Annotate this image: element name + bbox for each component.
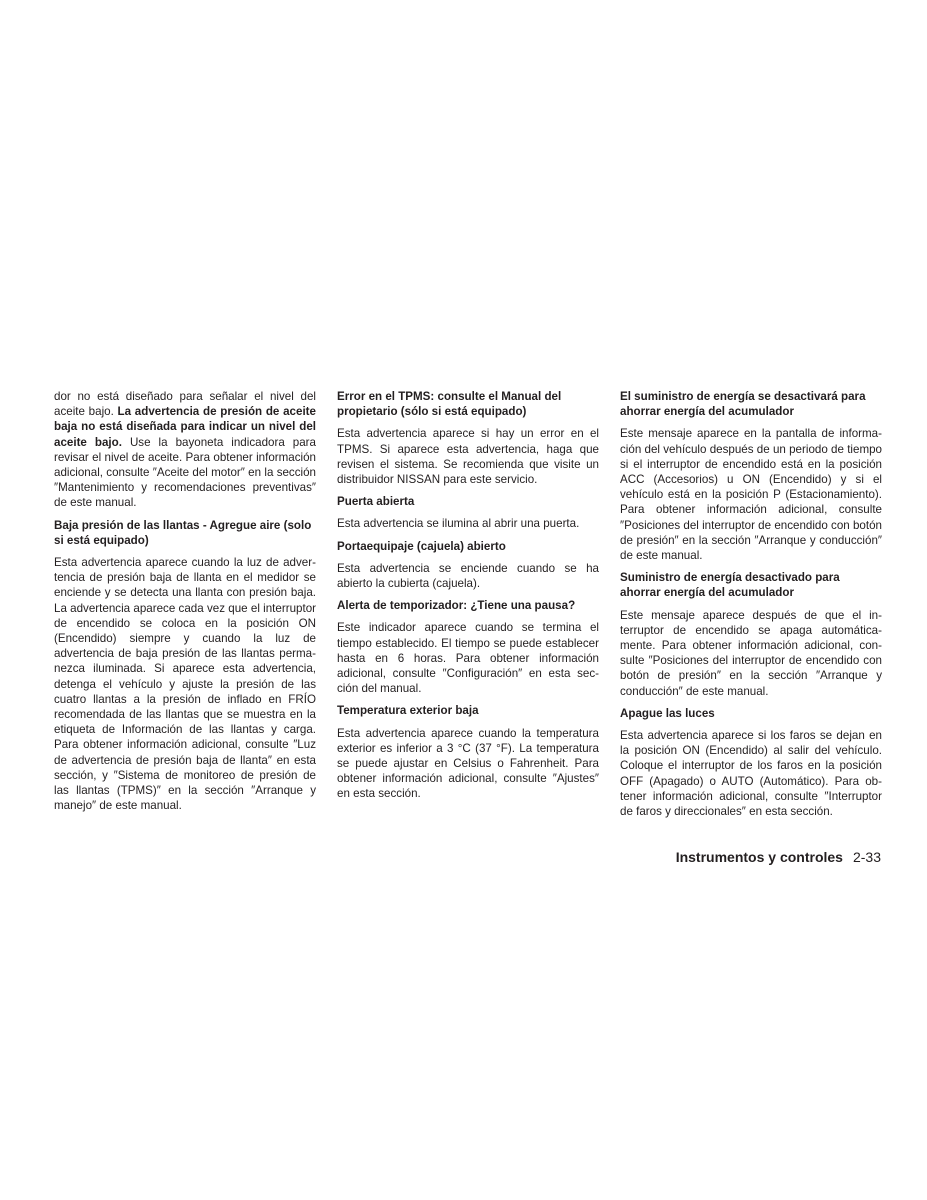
door-open-text: Esta advertencia se ilumina al abrir una puerta. (337, 517, 580, 531)
column-2 (337, 389, 599, 809)
page-number: 2-33 (852, 849, 881, 865)
column-3 (620, 389, 882, 826)
timer-alert-heading: Alerta de temporizador: ¿Tiene una pausa? (337, 599, 576, 613)
turn-off-lights-text: Esta advertencia aparece si los faros se dejan en la posición ON (Encendido) al salir del vehículo. Coloque el interruptor de los faros en la posición OFF (Apagado) o AUTO (Automático). Para obtener información adicional, consulte ″Interruptor de faros y direccionales″ en esta sección. (620, 729, 882, 819)
low-outside-temp-text: Esta advertencia aparece cuando la temperatura exterior es inferior a 3 °C (37 °F). La temperatura se puede ajustar en Celsius o Fahrenheit. Para obtener información adicional, consulte ″Ajustes″ en esta sección. (337, 726, 599, 801)
oil-dipstick-text: Use la bayoneta indicadora para revisar el nivel de aceite. Para obtener información adicional, consulte ″Aceite del motor″ en la sección ″Mantenimiento y recomendaciones preventivas″ de este manual. (54, 435, 316, 510)
oil-intro-text: dor no está diseñado para señalar el nivel del aceite bajo. (54, 390, 316, 419)
power-deactivated-heading: Suministro de energía desactivado para ahorrar energía del acumulador (620, 571, 840, 600)
low-tire-pressure-text: Esta advertencia aparece cuando la luz de advertencia de presión baja de llanta en el medidor se enciende y se detecta una llanta con presión baja. La advertencia aparece cada vez que el interruptor de encendido se coloca en la posición ON (Encendido) siempre y cuando la luz de advertencia de baja presión de las llantas permanezca iluminada. Si aparece esta advertencia, detenga el vehículo y ajuste la presión de las cuatro llantas a la presión de inflado en FRÍO recomendada de las llantas que se muestra en la etiqueta de Información de las llantas y carga. Para obtener información adicional, consulte ″Luz de advertencia de presión baja de llanta″ en esta sección, y ″Sistema de monitoreo de presión de las llantas (TPMS)″ en la sección ″Arranque y manejo″ de este manual. (54, 556, 316, 813)
door-open-heading: Puerta abierta (337, 495, 415, 509)
page-footer (676, 848, 881, 866)
tpms-error-text: Esta advertencia aparece si hay un error en el TPMS. Si aparece esta advertencia, haga que revisen el sistema. Se recomienda que visite un distribuidor NISSAN para este servicio. (337, 427, 599, 487)
power-deactivated-text: Este mensaje aparece después de que el interruptor de encendido se apaga automáticamente. Para obtener información adicional, consulte ″Posiciones del interruptor de encendido con botón de presión″ en la sección ″Arranque y conducción″ de este manual. (620, 608, 882, 698)
timer-alert-text: Este indicador aparece cuando se termina el tiempo establecido. El tiempo se puede establecer hasta en 6 horas. Para obtener información adicional, consulte ″Configuración″ en esta sección del manual. (337, 621, 599, 696)
power-save-text: Este mensaje aparece en la pantalla de información del vehículo después de un periodo de tiempo si el interruptor de encendido está en la posición ACC (Accesorios) u ON (Encendido) y si el vehículo está en la posición P (Estacionamiento). Para obtener información adicional, consulte ″Posiciones del interruptor de encendido con botón de presión″ en la sección ″Arranque y conducción″ de este manual. (620, 427, 882, 563)
low-outside-temp-heading: Temperatura exterior baja (337, 704, 479, 718)
oil-pressure-continuation (54, 389, 316, 511)
footer-section-title: Instrumentos y controles (675, 849, 843, 865)
low-tire-pressure-heading: Baja presión de las llantas - Agregue aire (solo si está equipado) (54, 518, 312, 547)
oil-warning-emphasis: La advertencia de presión de aceite baja no está diseñada para indicar un nivel del aceite bajo. (54, 405, 316, 449)
turn-off-lights-heading: Apague las luces (620, 706, 715, 720)
power-save-heading: El suministro de energía se desactivará para ahorrar energía del acumulador (620, 390, 866, 419)
tpms-error-heading: Error en el TPMS: consulte el Manual del propietario (sólo si está equipado) (337, 390, 562, 419)
column-1 (54, 389, 316, 820)
trunk-open-text: Esta advertencia se enciende cuando se ha abierto la cubierta (cajuela). (337, 561, 599, 591)
trunk-open-heading: Portaequipaje (cajuela) abierto (337, 539, 506, 553)
